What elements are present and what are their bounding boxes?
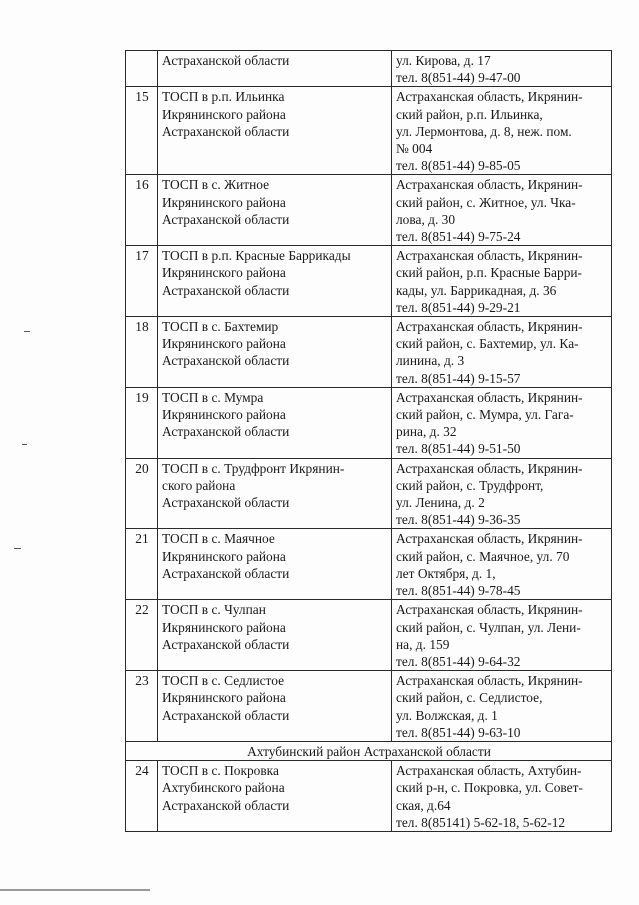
address-line: тел. 8(851-44) 9-47-00 bbox=[396, 70, 521, 86]
org-line: Икрянинского района bbox=[162, 619, 286, 635]
address-line: лова, д. 30 bbox=[396, 211, 456, 227]
row-number bbox=[126, 51, 158, 87]
address-line: тел. 8(85141) 5-62-18, 5-62-12 bbox=[396, 814, 566, 830]
address-line: ский район, с. Житное, ул. Чка- bbox=[396, 194, 576, 210]
address-line: Астраханская область, Ахтубин- bbox=[396, 763, 582, 779]
document-page bbox=[125, 50, 612, 832]
row-number: 21 bbox=[126, 529, 158, 600]
address-line: ский район, р.п. Красные Барри- bbox=[396, 265, 583, 281]
table-row bbox=[126, 761, 612, 832]
org-cell bbox=[158, 600, 392, 671]
table-row bbox=[126, 600, 612, 671]
org-line: Астраханской области bbox=[162, 123, 290, 139]
org-cell bbox=[158, 387, 392, 458]
row-number: 19 bbox=[126, 387, 158, 458]
address-line: Астраханская область, Икрянин- bbox=[396, 319, 583, 335]
address-line: ский район, с. Мумра, ул. Гага- bbox=[396, 407, 574, 423]
row-number: 24 bbox=[126, 761, 158, 832]
address-line: Астраханская область, Икрянин- bbox=[396, 248, 583, 264]
org-line: Икрянинского района bbox=[162, 548, 286, 564]
org-line: Астраханской области bbox=[162, 353, 290, 369]
address-line: ский район, с. Маячное, ул. 70 bbox=[396, 548, 570, 564]
org-line: ТОСП в с. Трудфронт Икрянин- bbox=[162, 460, 345, 476]
section-row bbox=[126, 741, 612, 760]
org-cell bbox=[158, 458, 392, 529]
table-row bbox=[126, 246, 612, 317]
org-line: Икрянинского района bbox=[162, 194, 286, 210]
org-cell bbox=[158, 87, 392, 175]
org-line: Астраханской области bbox=[162, 53, 290, 68]
address-line: кады, ул. Баррикадная, д. 36 bbox=[396, 282, 557, 298]
org-line: Астраханской области bbox=[162, 424, 290, 440]
address-line: тел. 8(851-44) 9-78-45 bbox=[396, 583, 521, 599]
address-cell bbox=[392, 600, 612, 671]
address-cell bbox=[392, 175, 612, 246]
org-line: Ахтубинского района bbox=[162, 780, 285, 796]
address-cell bbox=[392, 317, 612, 388]
address-line: ский район, с. Седлистое, bbox=[396, 690, 543, 706]
org-line: Икрянинского района bbox=[162, 265, 286, 281]
address-cell bbox=[392, 458, 612, 529]
address-line: ул. Кирова, д. 17 bbox=[396, 53, 491, 68]
scan-mark bbox=[14, 548, 21, 549]
table-row bbox=[126, 87, 612, 175]
address-cell bbox=[392, 529, 612, 600]
address-line: ул. Волжская, д. 1 bbox=[396, 707, 498, 723]
address-line: тел. 8(851-44) 9-51-50 bbox=[396, 441, 521, 457]
row-number: 18 bbox=[126, 317, 158, 388]
org-line: ТОСП в р.п. Ильинка bbox=[162, 89, 285, 105]
org-line: ТОСП в с. Седлистое bbox=[162, 673, 285, 689]
address-line: Астраханская область, Икрянин- bbox=[396, 531, 583, 547]
section-title: Ахтубинский район Астраханской области bbox=[126, 741, 612, 760]
address-line: Астраханская область, Икрянин- bbox=[396, 673, 583, 689]
table-row bbox=[126, 317, 612, 388]
scan-mark bbox=[24, 331, 30, 332]
address-line: ская, д.64 bbox=[396, 797, 451, 813]
address-line: на, д. 159 bbox=[396, 636, 450, 652]
org-line: ского района bbox=[162, 477, 236, 493]
address-line: Астраханская область, Икрянин- bbox=[396, 89, 583, 105]
org-cell bbox=[158, 51, 392, 87]
address-line: Астраханская область, Икрянин- bbox=[396, 389, 583, 405]
org-line: Икрянинского района bbox=[162, 106, 286, 122]
org-line: Астраханской области bbox=[162, 565, 290, 581]
address-line: ул. Лермонтова, д. 8, неж. пом. bbox=[396, 123, 572, 139]
row-number: 16 bbox=[126, 175, 158, 246]
address-cell bbox=[392, 246, 612, 317]
address-line: Астраханская область, Икрянин- bbox=[396, 460, 583, 476]
table-row bbox=[126, 51, 612, 87]
table-row bbox=[126, 458, 612, 529]
row-number: 17 bbox=[126, 246, 158, 317]
org-cell bbox=[158, 761, 392, 832]
address-cell bbox=[392, 671, 612, 742]
org-cell bbox=[158, 246, 392, 317]
org-line: ТОСП в с. Маячное bbox=[162, 531, 275, 547]
org-cell bbox=[158, 671, 392, 742]
address-line: № 004 bbox=[396, 141, 433, 157]
address-line: тел. 8(851-44) 9-63-10 bbox=[396, 724, 521, 740]
address-line: тел. 8(851-44) 9-64-32 bbox=[396, 653, 521, 669]
address-cell bbox=[392, 51, 612, 87]
scan-mark bbox=[22, 444, 27, 445]
row-number: 23 bbox=[126, 671, 158, 742]
row-number: 22 bbox=[126, 600, 158, 671]
org-line: Икрянинского района bbox=[162, 690, 286, 706]
address-line: Астраханская область, Икрянин- bbox=[396, 602, 583, 618]
address-line: линина, д. 3 bbox=[396, 353, 465, 369]
org-cell bbox=[158, 175, 392, 246]
org-line: Астраханской области bbox=[162, 707, 290, 723]
address-line: тел. 8(851-44) 9-36-35 bbox=[396, 512, 521, 528]
address-line: ский район, с. Бахтемир, ул. Ка- bbox=[396, 336, 579, 352]
address-line: ул. Ленина, д. 2 bbox=[396, 495, 485, 511]
scan-edge bbox=[0, 889, 150, 891]
org-line: Астраханской области bbox=[162, 282, 290, 298]
address-line: лет Октября, д. 1, bbox=[396, 565, 496, 581]
address-line: ский р-н, с. Покровка, ул. Совет- bbox=[396, 780, 583, 796]
org-line: Икрянинского района bbox=[162, 407, 286, 423]
address-line: тел. 8(851-44) 9-75-24 bbox=[396, 229, 521, 245]
org-line: Астраханской области bbox=[162, 636, 290, 652]
org-cell bbox=[158, 317, 392, 388]
address-cell bbox=[392, 87, 612, 175]
address-line: ский район, р.п. Ильинка, bbox=[396, 106, 543, 122]
org-line: Астраханской области bbox=[162, 797, 290, 813]
branch-table bbox=[125, 50, 612, 832]
table-body bbox=[126, 51, 612, 832]
org-line: Астраханской области bbox=[162, 211, 290, 227]
org-line: ТОСП в с. Покровка bbox=[162, 763, 279, 779]
address-line: ский район, с. Трудфронт, bbox=[396, 477, 544, 493]
row-number: 20 bbox=[126, 458, 158, 529]
org-line: ТОСП в с. Мумра bbox=[162, 389, 264, 405]
address-line: Астраханская область, Икрянин- bbox=[396, 177, 583, 193]
address-line: тел. 8(851-44) 9-15-57 bbox=[396, 370, 521, 386]
org-line: ТОСП в с. Бахтемир bbox=[162, 319, 279, 335]
row-number: 15 bbox=[126, 87, 158, 175]
org-line: ТОСП в р.п. Красные Баррикады bbox=[162, 248, 351, 264]
address-line: рина, д. 32 bbox=[396, 424, 457, 440]
table-row bbox=[126, 671, 612, 742]
table-row bbox=[126, 529, 612, 600]
org-line: ТОСП в с. Чулпан bbox=[162, 602, 266, 618]
address-cell bbox=[392, 387, 612, 458]
address-line: ский район, с. Чулпан, ул. Лени- bbox=[396, 619, 581, 635]
table-row bbox=[126, 387, 612, 458]
org-line: ТОСП в с. Житное bbox=[162, 177, 270, 193]
address-line: тел. 8(851-44) 9-29-21 bbox=[396, 299, 521, 315]
address-cell bbox=[392, 761, 612, 832]
org-cell bbox=[158, 529, 392, 600]
table-row bbox=[126, 175, 612, 246]
org-line: Икрянинского района bbox=[162, 336, 286, 352]
address-line: тел. 8(851-44) 9-85-05 bbox=[396, 158, 521, 174]
org-line: Астраханской области bbox=[162, 495, 290, 511]
